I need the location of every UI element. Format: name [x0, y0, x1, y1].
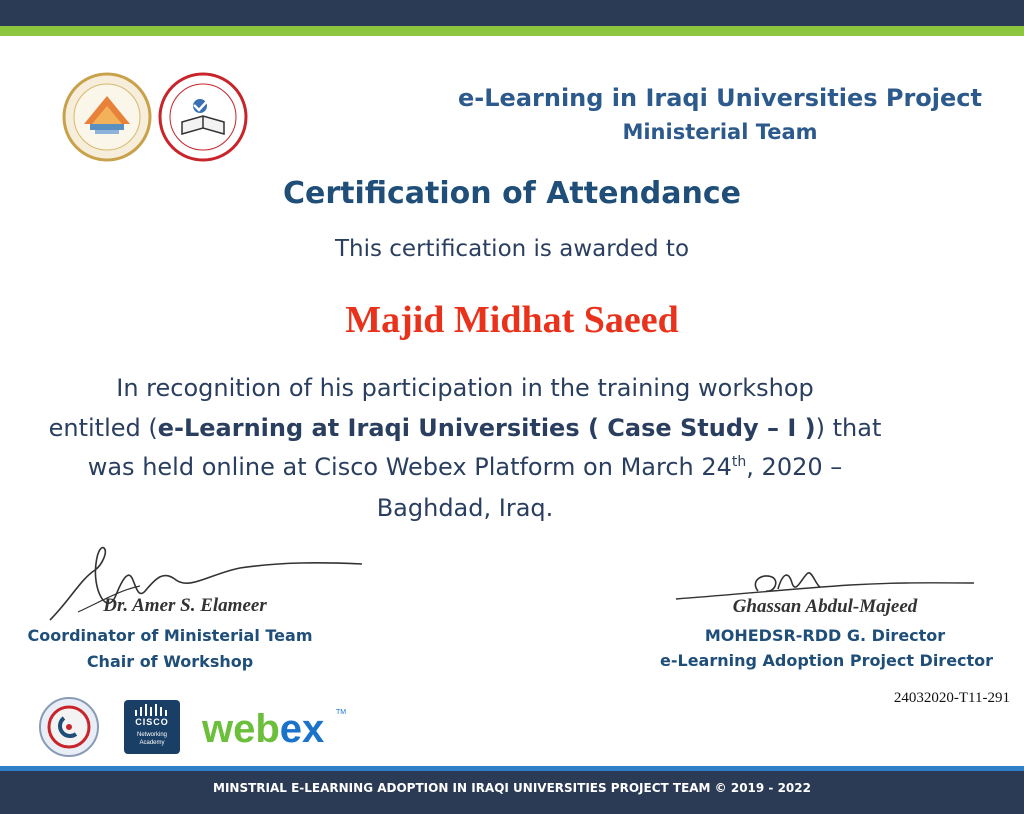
- right-signer-name: Ghassan Abdul-Majeed: [732, 596, 918, 617]
- body-line-4: Baghdad, Iraq.: [376, 494, 554, 522]
- footer-text: MINSTRIAL E-LEARNING ADOPTION IN IRAQI UNIVERSITIES PROJECT TEAM © 2019 - 2022: [0, 771, 1024, 814]
- body-line-1: In recognition of his participation in the training workshop: [116, 374, 814, 402]
- left-signer-name: Dr. Amer S. Elameer: [103, 595, 267, 616]
- workshop-title: e-Learning at Iraqi Universities ( Case Study – I ): [157, 414, 816, 442]
- cisco-subtitle: [124, 731, 180, 747]
- project-team: Ministerial Team: [622, 120, 818, 144]
- certificate-title: Certification of Attendance: [283, 176, 741, 211]
- cisco-sub-2: Academy: [139, 740, 165, 746]
- webex-trademark: TM: [336, 709, 347, 716]
- cisco-word: CISCO: [135, 717, 169, 727]
- cisco-bars-icon: [134, 704, 170, 716]
- body-line-3-pre: was held online at Cisco Webex Platform on March 24: [87, 453, 732, 481]
- right-signer-role-2: e-Learning Adoption Project Director: [660, 651, 994, 670]
- webex-word: webex: [202, 707, 325, 751]
- body-line-3: [40, 453, 890, 481]
- webex-logo: [200, 700, 350, 752]
- awarded-line: This certification is awarded to: [334, 236, 690, 262]
- cisco-sub-1: Networking: [136, 732, 167, 738]
- project-title: e-Learning in Iraqi Universities Project: [458, 84, 982, 112]
- top-border-green: [0, 26, 1024, 36]
- recipient-name: Majid Midhat Saeed: [345, 299, 679, 341]
- left-signer-role-1: Coordinator of Ministerial Team: [27, 626, 313, 645]
- ordinal-suffix: th: [731, 454, 747, 470]
- body-line-2-pre: entitled (: [48, 414, 158, 442]
- top-border-dark: [0, 0, 1024, 26]
- right-signer-role-1: MOHEDSR-RDD G. Director: [704, 626, 946, 645]
- body-line-3-post: , 2020 –: [746, 453, 843, 481]
- cisco-networking-academy-logo: [124, 700, 180, 754]
- left-signer-role-2: Chair of Workshop: [86, 652, 254, 671]
- body-line-2: [40, 414, 890, 442]
- university-seal-logo: [158, 72, 248, 162]
- ministry-seal-logo: [62, 72, 152, 162]
- body-line-2-post: ) that: [815, 414, 882, 442]
- university-emblem-logo: [38, 696, 100, 758]
- certificate-serial: 24032020-T11-291: [893, 690, 1010, 706]
